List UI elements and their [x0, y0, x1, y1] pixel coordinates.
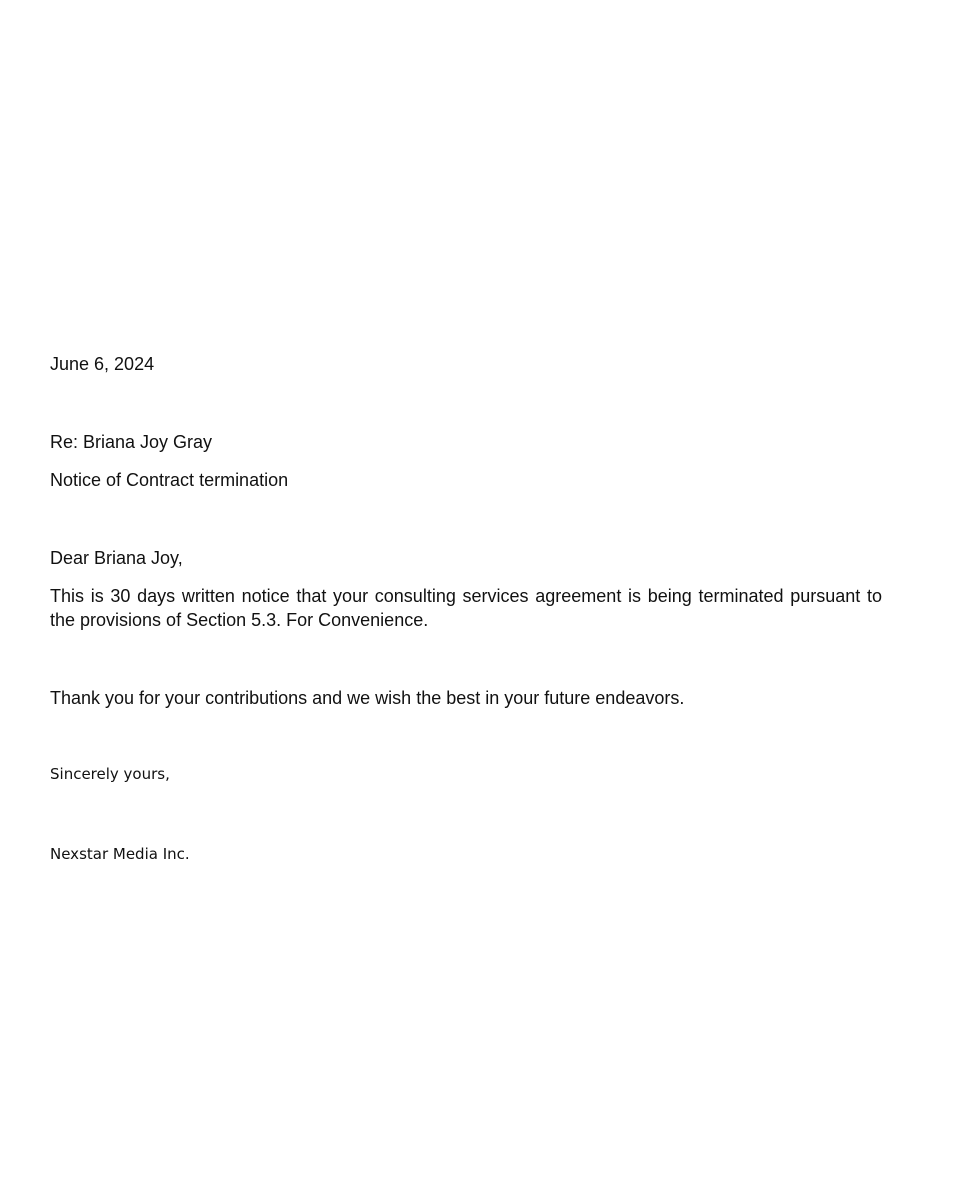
signature: Nexstar Media Inc. [50, 845, 190, 863]
termination-paragraph: This is 30 days written notice that your consulting services agreement is being terminated pursuant to the provisions of Section 5.3. For Convenience. [50, 586, 882, 630]
salutation: Dear Briana Joy, [50, 548, 183, 568]
thank-you-paragraph: Thank you for your contributions and we wish the best in your future endeavors. [50, 688, 685, 708]
letter-subject: Notice of Contract termination [50, 470, 289, 490]
letter-date: June 6, 2024 [50, 354, 155, 374]
closing: Sincerely yours, [50, 765, 170, 783]
re-line: Re: Briana Joy Gray [50, 432, 213, 452]
